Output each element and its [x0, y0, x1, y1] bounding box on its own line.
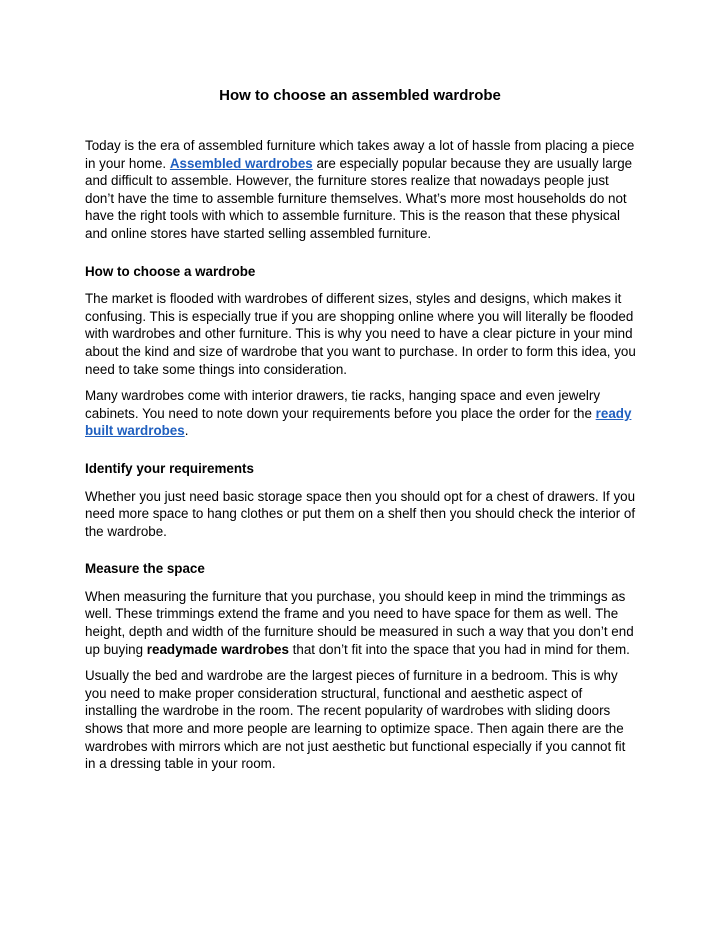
measure-paragraph-2: Usually the bed and wardrobe are the largest pieces of furniture in a bedroom. This is why you need to make proper consideration structural, functional and aesthetic aspect of installing the wardrobe in the room. The recent popularity of wardrobes with sliding doors shows that more and more people are learning to optimize space. Then again there are the wardrobes with mirrors which are not just aesthetic but functional especially if you cannot fit in a dressing table in your room.	[85, 668, 626, 772]
section-heading-choose: How to choose a wardrobe	[85, 263, 256, 279]
choose-text-end: .	[184, 423, 189, 439]
identify-paragraph-1: Whether you just need basic storage space then you should opt for a chest of drawers. If you need more space to hang clothes or put them on a shelf then you should check the interior of the wardrobe.	[85, 488, 636, 539]
readymade-wardrobes-term: readymade wardrobes	[146, 641, 289, 657]
assembled-wardrobes-link[interactable]: Assembled wardrobes	[169, 155, 313, 171]
measure-text-start: When measuring the furniture that you purchase, you should keep in mind the trimmings as well. These trimmings extend the frame and you need to have space for them as well. The height, depth and width of the furniture should be measured in such a way that you don’t end up buying	[85, 588, 634, 657]
intro-paragraph	[85, 137, 637, 243]
section-heading-measure: Measure the space	[85, 561, 205, 577]
intro-text-start: Today is the era of assembled furniture which takes away a lot of hassle from placing a piece in your home.	[85, 138, 635, 171]
measure-paragraph-1	[85, 588, 637, 658]
choose-text-start: Many wardrobes come with interior drawers, tie racks, hanging space and even jewelry cabinets. You need to note down your requirements before you place the order for the	[85, 388, 601, 421]
page-title: How to choose an assembled wardrobe	[219, 87, 501, 104]
measure-text-end: that don’t fit into the space that you had in mind for them.	[288, 641, 630, 657]
section-heading-identify: Identify your requirements	[85, 460, 254, 476]
choose-paragraph-2	[85, 387, 637, 440]
intro-text-end: are especially popular because they are usually large and difficult to assemble. However, the furniture stores realize that nowadays people just don’t have the time to assemble furniture themselves. What’s more most households do not have the right tools with which to assemble furniture. This is the reason that these physical and online stores have started selling assembled furniture.	[85, 155, 633, 241]
ready-built-wardrobes-link[interactable]: ready built wardrobes	[85, 405, 632, 439]
choose-paragraph-1: The market is flooded with wardrobes of different sizes, styles and designs, which makes it confusing. This is especially true if you are shopping online where you will literally be flooded with wardrobes and other furniture. This is why you need to have a clear picture in your mind about the kind and size of wardrobe that you want to purchase. In order to form this idea, you need to take some things into consideration.	[85, 291, 636, 377]
document-body	[85, 137, 637, 782]
